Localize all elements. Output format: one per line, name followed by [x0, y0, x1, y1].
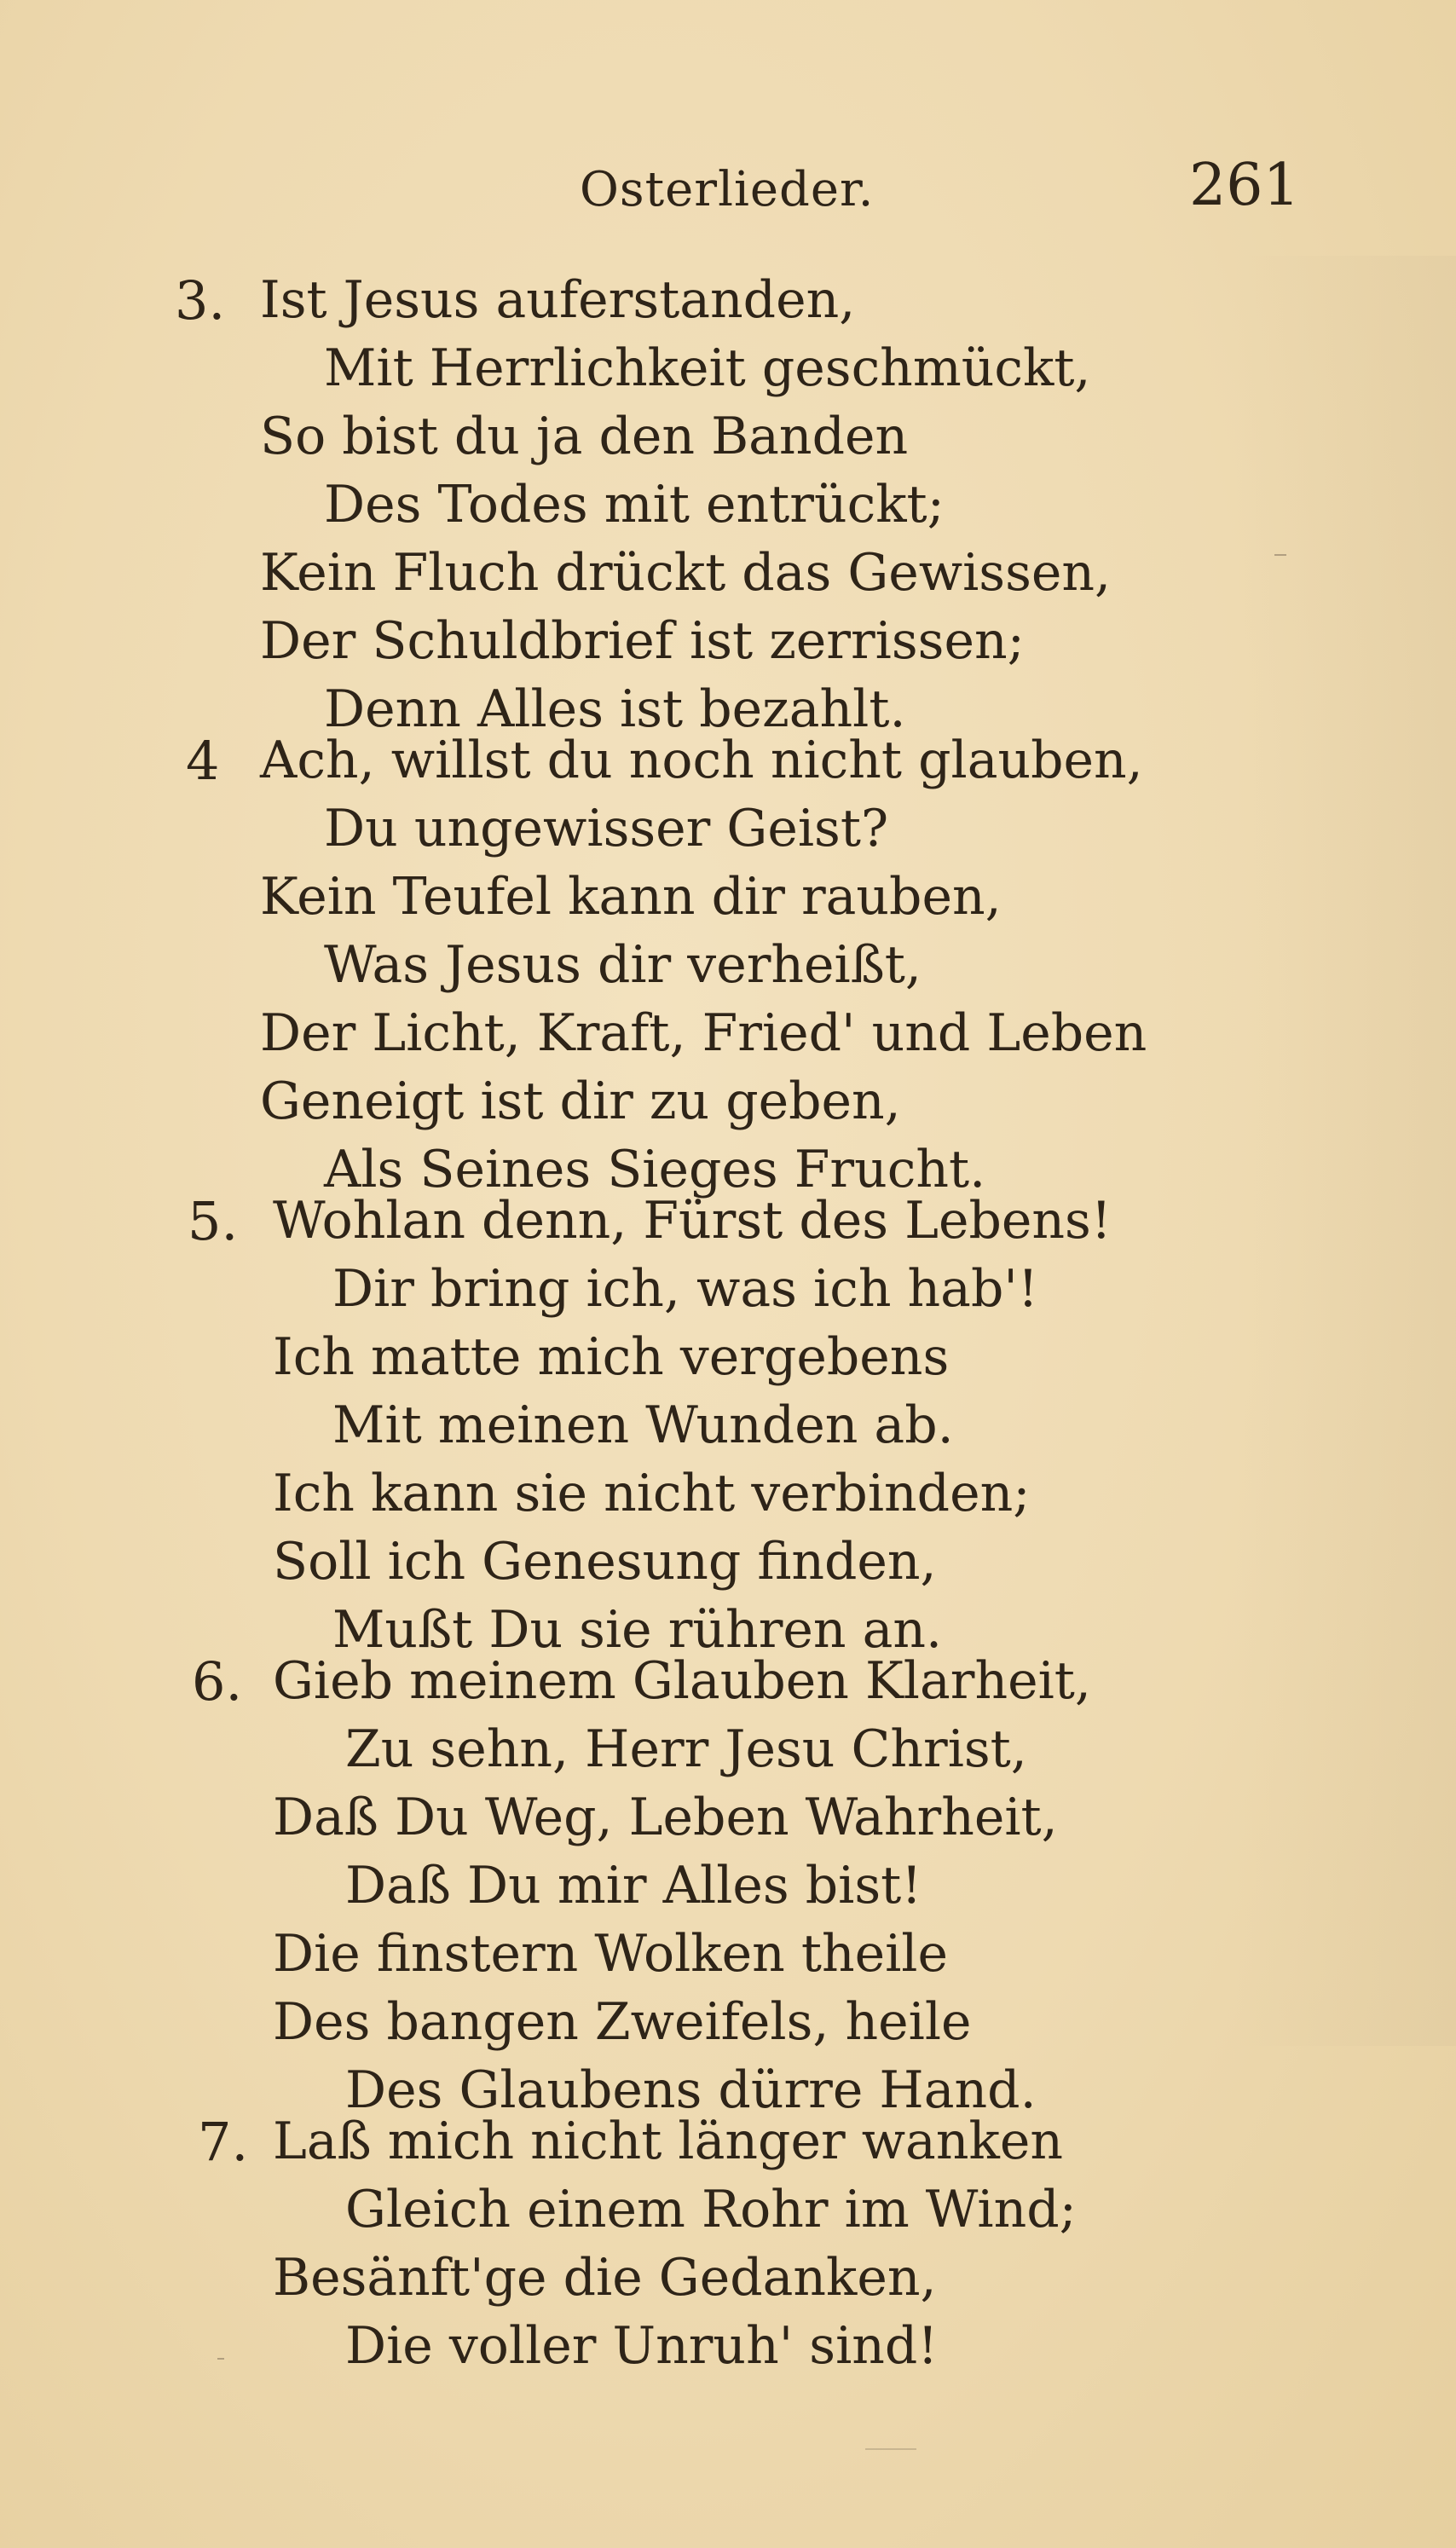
verse-line: Mit meinen Wunden ab.: [332, 1395, 954, 1455]
running-title: Osterlieder.: [580, 162, 875, 217]
verse-line: Der Licht, Kraft, Fried' und Leben: [260, 1003, 1147, 1063]
verse-line: Als Seines Sieges Frucht.: [324, 1140, 986, 1199]
verse-line: Laß mich nicht länger wanken: [273, 2112, 1063, 2171]
verse-line: Ach, willst du noch nicht glauben,: [260, 731, 1143, 790]
verse-line: Du ungewisser Geist?: [324, 799, 889, 858]
paper-speck: [865, 2448, 916, 2450]
verse-line: Des Glaubens dürre Hand.: [345, 2060, 1037, 2120]
verse-line: Dir bring ich, was ich hab'!: [332, 1259, 1038, 1319]
verse-line: Ist Jesus auferstanden,: [260, 270, 856, 330]
verse-line: Ich kann sie nicht verbinden;: [273, 1464, 1031, 1523]
paper-speck: [1274, 554, 1286, 556]
verse-number: 7.: [198, 2111, 249, 2173]
verse-line: Geneigt ist dir zu geben,: [260, 1072, 901, 1131]
verse-line: Gleich einem Rohr im Wind;: [345, 2180, 1077, 2239]
verse-line: Der Schuldbrief ist zerrissen;: [260, 611, 1025, 671]
show-through-shadow: [1234, 256, 1456, 2046]
verse-number: 3.: [175, 269, 226, 332]
page-number: 261: [1189, 152, 1300, 219]
verse-line: Gieb meinem Glauben Klarheit,: [273, 1651, 1091, 1711]
verse-line: Daß Du Weg, Leben Wahrheit,: [273, 1788, 1058, 1847]
verse-line: Die finstern Wolken theile: [273, 1924, 948, 1984]
verse-line: Des bangen Zweifels, heile: [273, 1992, 972, 2052]
verse-line: Daß Du mir Alles bist!: [345, 1856, 922, 1915]
verse-line: Mußt Du sie rühren an.: [332, 1600, 943, 1660]
verse-line: Mit Herrlichkeit geschmückt,: [324, 338, 1091, 398]
verse-line: Kein Teufel kann dir rauben,: [260, 867, 1002, 927]
verse-line: Soll ich Genesung finden,: [273, 1532, 937, 1592]
verse-line: Zu sehn, Herr Jesu Christ,: [345, 1719, 1027, 1779]
verse-line: Wohlan denn, Fürst des Lebens!: [273, 1191, 1112, 1251]
verse-line: Besänft'ge die Gedanken,: [273, 2248, 937, 2308]
verse-line: Ich matte mich vergebens: [273, 1327, 950, 1387]
verse-line: So bist du ja den Banden: [260, 407, 909, 466]
paper-speck: [217, 2358, 224, 2360]
verse-line: Die voller Unruh' sind!: [345, 2316, 939, 2376]
verse-number: 5.: [188, 1190, 239, 1252]
verse-line: Des Todes mit entrückt;: [324, 475, 945, 534]
verse-line: Denn Alles ist bezahlt.: [324, 679, 906, 739]
verse-line: Kein Fluch drückt das Gewissen,: [260, 543, 1112, 603]
verse-number: 6.: [192, 1650, 243, 1713]
verse-number: 4: [186, 730, 220, 792]
verse-line: Was Jesus dir verheißt,: [324, 935, 922, 995]
